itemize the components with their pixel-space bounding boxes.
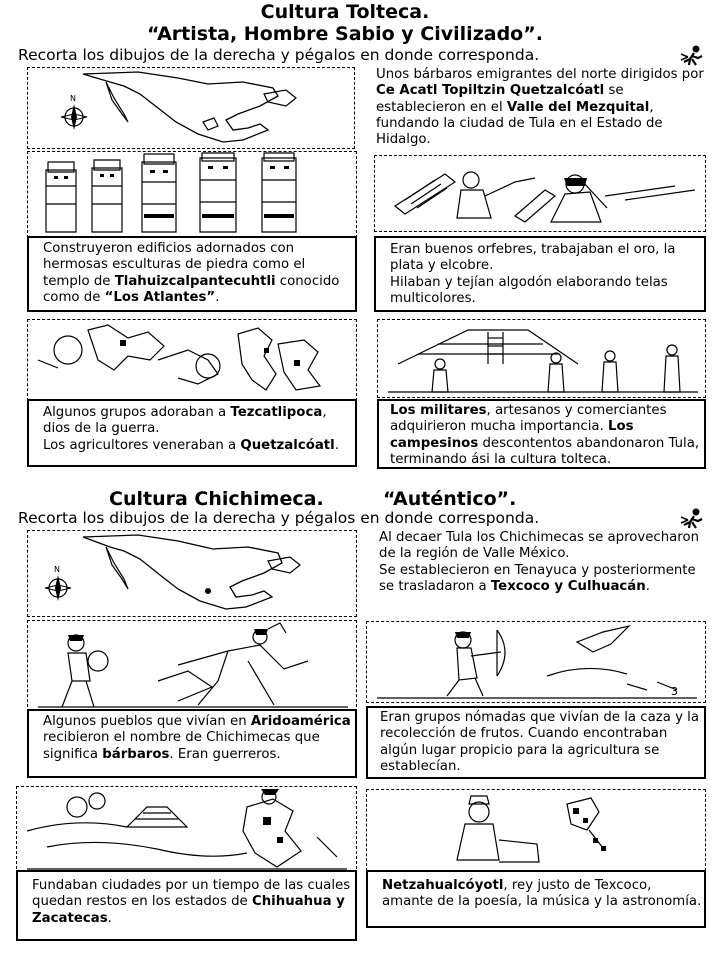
text-run: Los agricultores veneraban a xyxy=(43,437,241,453)
bold-text-run: Los campesinos xyxy=(390,419,634,451)
dioses-text-box xyxy=(27,399,357,467)
hunter-bird-drawing xyxy=(367,622,704,701)
mexico-map-drawing xyxy=(28,531,355,615)
ciudades-text-box xyxy=(16,870,357,941)
text-run: conocido como de xyxy=(43,273,340,305)
atlantes-text-box xyxy=(27,236,357,312)
scissors-person-icon xyxy=(680,507,706,529)
nomadas-text-box xyxy=(366,706,706,779)
text-run: Construyeron edificios adornados con hermosas esculturas de piedra como el templo de xyxy=(43,241,306,289)
text-run: Se establecieron en Tenayuca y posteriormente se trasladaron a xyxy=(379,562,696,594)
text-run: . Eran guerreros. xyxy=(169,746,281,762)
text-run: recibieron el nombre de Chichimecas que significa xyxy=(43,730,320,762)
tolteca-subtitle: “Artista, Hombre Sabio y Civilizado”. xyxy=(147,23,543,45)
page-number: 3 xyxy=(671,685,678,698)
text-run: Algunos pueblos que vivían en xyxy=(43,714,251,729)
warriors-fighting-drawing xyxy=(28,621,355,710)
text-run: Hilaban y tejían algodón elaborando telas multicolores. xyxy=(390,274,668,306)
text-run: . xyxy=(645,578,650,594)
tula-pyramid-drawing xyxy=(378,320,704,396)
weavers-drawing xyxy=(375,156,704,230)
bold-text-run: Chihuahua y Zacatecas xyxy=(32,894,345,926)
bold-text-run: bárbaros xyxy=(102,746,170,762)
text-run: , rey justo de Texcoco, amante de la poesía, la música y la astronomía. xyxy=(382,878,702,910)
text-run: , dios de la guerra. xyxy=(43,405,327,437)
chichimeca-map-panel xyxy=(27,530,357,617)
tolteca-map-panel xyxy=(27,67,355,149)
gods-codex-drawing xyxy=(28,320,355,399)
bold-text-run: Ce Acatl Topiltzin Quetzalcóatl xyxy=(376,83,605,99)
hunter-picture-panel xyxy=(366,621,706,703)
netzahualcoyotl-picture-panel xyxy=(366,789,706,871)
militares-text-box xyxy=(377,399,706,469)
bold-text-run: Valle del Mezquital xyxy=(506,99,650,115)
bold-text-run: Los militares xyxy=(390,403,487,418)
scissors-person-icon xyxy=(680,44,706,66)
text-run: descontentos abandonaron Tula, terminando ási la cultura tolteca. xyxy=(390,435,700,467)
compass-rose-icon xyxy=(42,563,74,605)
tolteca-title: Cultura Tolteca. xyxy=(260,1,430,23)
text-run: . xyxy=(107,910,112,926)
bold-text-run: Aridoamérica xyxy=(250,714,351,729)
bold-text-run: Tezcatlipoca xyxy=(230,405,323,420)
text-run: Al decaer Tula los Chichimecas se aprovecharon de la región de Valle México. xyxy=(379,530,700,562)
warriors-picture-panel xyxy=(27,620,357,712)
bold-text-run: Netzahualcóyotl xyxy=(382,878,504,893)
text-run: Unos bárbaros emigrantes del norte dirigidos por xyxy=(376,67,704,82)
text-run: Eran buenos orfebres, trabajaban el oro, la plata y elcobre. xyxy=(390,242,676,274)
tolteca-instruction: Recorta los dibujos de la derecha y pégalos en donde corresponda. xyxy=(18,46,540,64)
guerreros-text-box xyxy=(27,709,357,778)
text-run: Fundaban ciudades por un tiempo de las cuales quedan restos en los estados de xyxy=(32,878,351,910)
ruins-picture-panel xyxy=(16,786,357,874)
bold-text-run: Texcoco y Culhuacán xyxy=(490,578,646,594)
atlantes-picture-panel xyxy=(27,151,357,238)
svg-text:N: N xyxy=(70,94,76,103)
gods-picture-panel xyxy=(27,319,357,401)
bold-text-run: Tlahuizcalpantecuhtli xyxy=(114,273,276,289)
compass-rose-icon xyxy=(58,92,90,134)
orfebres-text-box xyxy=(374,236,706,312)
netzahualcoyotl-drawing xyxy=(367,790,704,869)
chichimeca-instruction: Recorta los dibujos de la derecha y pégalos en donde corresponda. xyxy=(18,509,540,527)
text-run: Algunos grupos adoraban a xyxy=(43,405,231,420)
weavers-picture-panel xyxy=(374,155,706,232)
bold-text-run: Quetzalcóatl xyxy=(240,437,335,453)
netzahualcoyotl-text-box xyxy=(366,870,706,928)
svg-text:N: N xyxy=(54,565,60,574)
pyramid-picture-panel xyxy=(377,319,706,398)
chichimeca-intro-text xyxy=(379,530,705,595)
ruins-landscape-drawing xyxy=(17,787,355,872)
atlantes-statues-drawing xyxy=(28,152,355,236)
text-run: . xyxy=(215,289,220,305)
text-run: se establecieron en el xyxy=(376,83,624,115)
text-run: , fundando la ciudad de Tula en el Estado de Hidalgo. xyxy=(376,99,663,148)
tolteca-intro-text xyxy=(376,67,706,148)
bold-text-run: “Los Atlantes” xyxy=(104,289,216,305)
text-run: , artesanos y comerciantes adquirieron mucha importancia. xyxy=(390,403,667,435)
text-run: Eran grupos nómadas que vivían de la caza y la recolección de frutos. Cuando encontraban algún lugar propicio para la agricultura se establecían. xyxy=(380,710,700,774)
chichimeca-subtitle: “Auténtico”. xyxy=(383,488,517,510)
chichimeca-title: Cultura Chichimeca. xyxy=(109,488,324,510)
text-run: . xyxy=(334,437,339,453)
